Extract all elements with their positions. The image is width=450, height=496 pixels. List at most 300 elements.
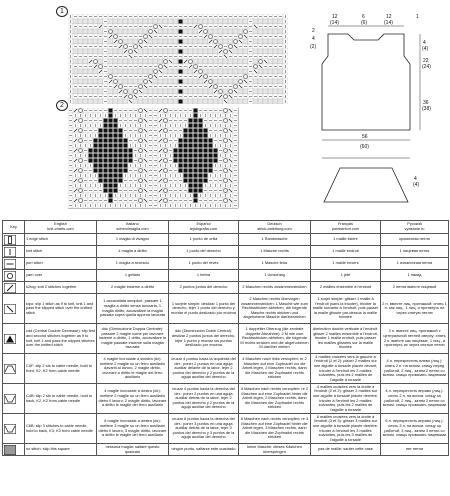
legend-cell: 6 Maschen nach rechts verzopfen: re 3 Maschen auf eine Zopfnadel hinter die Arbeit legen, 3 Maschen rechts, dann die Maschen der Zopfnadel rechts stricken (239, 414, 311, 444)
stitch-legend-table (2, 220, 449, 456)
chart-stitch-dark (114, 169, 118, 173)
chart-cell (193, 89, 198, 94)
chart-stitch-dark (179, 70, 183, 74)
chart-cell (78, 49, 83, 54)
chart-stitch-dark (204, 169, 208, 173)
chart-stitch-dark (104, 149, 108, 153)
chart-stitch-dark (209, 154, 213, 158)
chart-stitch-dark (109, 169, 113, 173)
chart-cell (253, 79, 258, 84)
chart-cell (163, 69, 168, 74)
chart-cell (208, 19, 213, 24)
chart-stitch-dark (209, 139, 213, 143)
armhole-cm: (4) (422, 46, 429, 52)
chart-cell (268, 99, 273, 104)
chart-cell (88, 19, 93, 24)
chart-cell (108, 59, 113, 64)
chart-cell (173, 69, 178, 74)
chart-stitch-dark (179, 149, 183, 153)
chart-cell (238, 19, 243, 24)
chart-cell (78, 39, 83, 44)
chart-cell (118, 59, 123, 64)
chart-cell (93, 19, 98, 24)
chart-cell (253, 59, 258, 64)
chart-cell (238, 69, 243, 74)
chart-cell (273, 19, 278, 24)
chart-stitch-dark (114, 159, 118, 163)
chart-cell (138, 19, 143, 24)
chart-cell (253, 99, 258, 104)
chart-cell (133, 19, 138, 24)
chart-stitch-dark (194, 149, 198, 153)
chart-stitch-dark (114, 184, 118, 188)
chart-cell (268, 39, 273, 44)
chart-cell (138, 69, 143, 74)
legend-header-1: English knit-charts.com (25, 221, 97, 234)
chart-cell (113, 19, 118, 24)
chart-stitch-dark (209, 149, 213, 153)
chart-stitch-dark (199, 134, 203, 138)
chart-cell (218, 29, 223, 34)
chart-stitch-dark (94, 154, 98, 158)
chart-cell (88, 29, 93, 34)
chart-cell (173, 79, 178, 84)
chart-cell (188, 89, 193, 94)
chart-cell (93, 69, 98, 74)
chart-cell (273, 29, 278, 34)
chart-cell (83, 89, 88, 94)
chart-cell (233, 79, 238, 84)
chart-cell (218, 79, 223, 84)
chart-cell (118, 99, 123, 104)
legend-cell: 1 изнаночная петля (381, 258, 449, 270)
chart-stitch-dark (194, 184, 198, 188)
legend-cell: 1 maglia a diritto (97, 246, 169, 258)
chart-stitch-dark (94, 159, 98, 163)
chart-cell (113, 29, 118, 34)
chart-cell (123, 79, 128, 84)
legend-cell: no stitch: skip this square (25, 444, 97, 456)
chart-cell (128, 69, 133, 74)
chart-stitch-dark (89, 159, 93, 163)
legend-symbol-cdd-icon (3, 324, 25, 354)
top-width-right: 12 (386, 14, 392, 20)
chart-cell (208, 69, 213, 74)
chart-cell (233, 99, 238, 104)
chart-cell (93, 89, 98, 94)
chart-stitch-dark (179, 60, 183, 64)
legend-header-row (3, 221, 449, 234)
chart-stitch-dark (189, 179, 193, 183)
chart-stitch-dark (104, 154, 108, 158)
legend-cell: 4 п. перекрестить влево (лиц.): снять 2 п. на вспом. спицу перед работой, 2 лиц., затем 2 петли со вспом. спицы провязать лицевыми (381, 354, 449, 384)
chart-cell (193, 49, 198, 54)
chart-cell (188, 29, 193, 34)
chart-stitch-dark (189, 144, 193, 148)
bottom-width-cm: (60) (360, 144, 369, 150)
legend-header-2: Italiano schemimaglia.com (97, 221, 169, 234)
chart-stitch-dark (104, 159, 108, 163)
legend-cell: k2tog: knit 2 stitches together (25, 282, 97, 294)
chart-stitch-dark (194, 129, 198, 133)
legend-cell: 2 mailles ensemble à l'endroit (311, 282, 381, 294)
chart-stitch-dark (199, 139, 203, 143)
chart-2-grid (68, 108, 268, 218)
chart-cell (118, 29, 123, 34)
chart-stitch-dark (204, 179, 208, 183)
chart-cell (168, 79, 173, 84)
chart-cell (83, 39, 88, 44)
chart-cell (98, 99, 103, 104)
legend-cell: 1 hebra (169, 270, 239, 282)
chart-stitch-dark (189, 164, 193, 168)
chart-stitch-dark (114, 189, 118, 193)
legend-row (3, 384, 449, 414)
chart-stitch-dark (104, 119, 108, 123)
chart-stitch-dark (184, 149, 188, 153)
chart-stitch-dark (129, 149, 133, 153)
chart-stitch-dark (194, 179, 198, 183)
legend-cell: yarn over (25, 270, 97, 282)
chart-cell (253, 29, 258, 34)
chart-cell (168, 29, 173, 34)
chart-cell (83, 69, 88, 74)
chart-cell (153, 19, 158, 24)
legend-cell: 1 maille endroit (311, 246, 381, 258)
chart-cell (98, 59, 103, 64)
chart-cell (268, 79, 273, 84)
chart-cell (228, 19, 233, 24)
chart-stitch-dark (109, 134, 113, 138)
chart-cell (213, 49, 218, 54)
chart-cell (113, 69, 118, 74)
legend-cell: 1 doppelter Überzug (die zentrale doppelte Abnahme): 2 M wie zum Rechtsstricken abheben, die folgende M rechts stricken und die abgehobenen M darüber ziehen (239, 324, 311, 354)
chart-stitch-dark (119, 179, 123, 183)
chart-stitch-dark (179, 139, 183, 143)
chart-cell (78, 29, 83, 34)
chart-cell (198, 89, 203, 94)
legend-row (3, 246, 449, 258)
chart-cell (198, 19, 203, 24)
chart-stitch-dark (194, 114, 198, 118)
chart-cell (243, 19, 248, 24)
legend-symbol-yo-icon (3, 270, 25, 282)
chart-cell (128, 59, 133, 64)
chart-cell (243, 59, 248, 64)
chart-cell (88, 69, 93, 74)
chart-stitch-dark (109, 164, 113, 168)
legend-cell: cruzar 4 puntos hacia la izquierda del der.: poner 2 puntos en una aguja auxiliar delante de la labor, tejer 2 puntos del derecho y 2 puntos de la aguja auxiliar del derecho (169, 354, 239, 384)
chart-stitch-dark (99, 174, 103, 178)
chart-cell (233, 19, 238, 24)
chart-stitch-dark (109, 144, 113, 148)
chart-cell (108, 19, 113, 24)
chart-cell (203, 39, 208, 44)
chart-cell (128, 79, 133, 84)
chart-stitch-dark (114, 174, 118, 178)
chart-cell (133, 59, 138, 64)
chart-stitch-dark (209, 169, 213, 173)
chart-stitch-dark (114, 144, 118, 148)
chart-stitch-dark (179, 164, 183, 168)
legend-cell: 1 maglia di vivagno (97, 234, 169, 246)
chart-cell (278, 69, 283, 74)
chart-1-grid (68, 14, 288, 104)
legend-cell: 1 Masche links (239, 258, 311, 270)
chart-cell (83, 29, 88, 34)
legend-cell: 1 punto del revés (169, 258, 239, 270)
chart-stitch-dark (204, 159, 208, 163)
chart-cell (268, 49, 273, 54)
chart-cell (208, 59, 213, 64)
legend-header-4: Deutsch strick-anleitung.com (239, 221, 311, 234)
chart-cell (143, 59, 148, 64)
chart-cell (133, 29, 138, 34)
chart-stitch-dark (114, 129, 118, 133)
chart-stitch-dark (119, 144, 123, 148)
chart-stitch-dark (189, 129, 193, 133)
legend-cell: 1 Masche rechts (239, 246, 311, 258)
chart-cell (183, 19, 188, 24)
chart-cell (163, 19, 168, 24)
legend-row (3, 270, 449, 282)
bottom-width: 56 (362, 134, 368, 140)
chart-cell (193, 29, 198, 34)
legend-cell: nessuna maglia: saltare questo quadrato (97, 444, 169, 456)
legend-cell: cdd (Central Double Decrease): slip first and second stitches together as if to knit, knit 1 and pass the slipped stitches over the knitted stitch (25, 324, 97, 354)
chart-cell (108, 39, 113, 44)
legend-cell: 1 punto del derecho (169, 246, 239, 258)
chart-cell (83, 79, 88, 84)
chart-cell (148, 89, 153, 94)
chart-stitch-dark (184, 134, 188, 138)
chart-cell (83, 99, 88, 104)
chart-cell (123, 99, 128, 104)
legend-cell: 4 mailles croisées vers la gauche à l'endroit (2 et 2): placer 2 mailles sur une aiguille à torsade placée devant, tricoter à l'endroit les 2 mailles suivantes, puis les 2 mailles de l'aiguille à torsade (311, 354, 381, 384)
chart-stitch-dark (99, 159, 103, 163)
chart-cell (193, 79, 198, 84)
chart-cell (138, 29, 143, 34)
chart-stitch-dark (199, 174, 203, 178)
chart-stitch-dark (124, 164, 128, 168)
chart-cell (118, 79, 123, 84)
chart-cell (188, 19, 193, 24)
legend-cell: 2 maglie insieme a diritto (97, 282, 169, 294)
legend-cell: diminution double verticale à l'endroit: glisser 2 mailles ensemble à l'endroit, tricoter 1 maille endroit, puis passer les mailles glissées sur la maille tricotée (311, 324, 381, 354)
legend-cell: 2 Maschen rechts zusammenstricken (239, 282, 311, 294)
chart-cell (223, 19, 228, 24)
legend-cell: 1 лицевая петля (381, 246, 449, 258)
chart-stitch-dark (109, 149, 113, 153)
chart-stitch-dark (99, 149, 103, 153)
chart-cell (233, 49, 238, 54)
chart-stitch-dark (104, 164, 108, 168)
chart-cell (238, 49, 243, 54)
chart-cell (208, 89, 213, 94)
chart-stitch-dark (94, 144, 98, 148)
left-mark-1: 2 (312, 28, 315, 34)
chart-stitch-dark (189, 189, 193, 193)
legend-row (3, 414, 449, 444)
legend-row (3, 234, 449, 246)
chart-cell (143, 69, 148, 74)
chart-cell (173, 29, 178, 34)
legend-header-6: Русский vyazanie.ru (381, 221, 449, 234)
chart-cell (203, 69, 208, 74)
chart-stitch-dark (104, 144, 108, 148)
chart-cell (93, 39, 98, 44)
chart-cell (83, 19, 88, 24)
chart-cell (118, 19, 123, 24)
chart-cell (268, 69, 273, 74)
chart-cell (233, 59, 238, 64)
chart-cell (128, 29, 133, 34)
chart-cell (188, 99, 193, 104)
chart-cell (208, 49, 213, 54)
chart-stitch-dark (104, 174, 108, 178)
chart-stitch-dark (114, 134, 118, 138)
chart-cell (123, 39, 128, 44)
chart-stitch-dark (99, 164, 103, 168)
legend-symbol-c6b-icon (3, 414, 25, 444)
chart-stitch-dark (99, 169, 103, 173)
chart-cell (218, 99, 223, 104)
chart-cell (278, 39, 283, 44)
legend-cell: 1 edge stitch (25, 234, 97, 246)
chart-cell (213, 29, 218, 34)
chart-cell (153, 89, 158, 94)
chart-cell (228, 79, 233, 84)
top-width-left-cm: (14) (330, 20, 339, 26)
chart-stitch-dark (199, 184, 203, 188)
chart-cell (148, 69, 153, 74)
chart-cell (198, 49, 203, 54)
chart-cell (203, 99, 208, 104)
legend-row (3, 282, 449, 294)
chart-cell (123, 29, 128, 34)
chart-cell (73, 59, 78, 64)
chart-stitch-dark (114, 164, 118, 168)
chart-cell (223, 39, 228, 44)
chart-stitch-dark (179, 50, 183, 54)
legend-symbol-nostitch-icon (3, 444, 25, 456)
chart-stitch-dark (104, 124, 108, 128)
chart-cell (278, 49, 283, 54)
chart-stitch-dark (189, 159, 193, 163)
legend-cell: 2 Maschen rechts überzogen zusammenstricken: 1 Masche wie zum Rechtsstricken abheben, die folgende Masche rechts stricken und abgehobene Masche darüberziehen (239, 294, 311, 324)
chart-stitch-dark (114, 149, 118, 153)
legend-cell: 1 Randmasche (239, 234, 311, 246)
chart-stitch-dark (174, 149, 178, 153)
chart-cell (273, 99, 278, 104)
chart-cell (273, 39, 278, 44)
chart-stitch-dark (189, 184, 193, 188)
chart-cell (238, 29, 243, 34)
chart-cell (273, 69, 278, 74)
chart-cell (78, 89, 83, 94)
chart-cell (163, 39, 168, 44)
legend-cell: ddc (Diminuzione Doppia Centrale): passare 2 maglie come per lavorare insieme a diritto, 1 dritto, accavallare le maglie passate insieme sulla maglia lavorata (97, 324, 169, 354)
chart-stitch-dark (194, 154, 198, 158)
chart-stitch-dark (114, 154, 118, 158)
chart-cell (183, 79, 188, 84)
chart-cell (188, 39, 193, 44)
chart-stitch-dark (119, 129, 123, 133)
chart-cell (128, 39, 133, 44)
chart-cell (163, 79, 168, 84)
chart-stitch-dark (124, 169, 128, 173)
chart-cell (98, 29, 103, 34)
legend-body (3, 234, 449, 456)
chart-cell (158, 39, 163, 44)
chart-cell (188, 69, 193, 74)
rib-cm: (4) (413, 182, 420, 188)
chart-cell (168, 69, 173, 74)
chart-cell (173, 19, 178, 24)
chart-stitch-dark (104, 129, 108, 133)
chart-cell (203, 19, 208, 24)
chart-cell (183, 99, 188, 104)
chart-cell (78, 19, 83, 24)
chart-cell (73, 49, 78, 54)
chart-cell (273, 49, 278, 54)
chart-cell (258, 79, 263, 84)
chart-cell (238, 59, 243, 64)
legend-cell: 4 п. перекрестить вправо (лиц.): снять 2 п. на вспом. спицу за работой, 2 лиц., затем 2 петли со вспом. спицы провязать лицевыми (381, 384, 449, 414)
chart-cell (258, 49, 263, 54)
chart-stitch-dark (109, 159, 113, 163)
chart-cell (73, 19, 78, 24)
legend-cell: 3 п. вместе лиц. протяжкой с центральной петлей сверху: снять 2 п. вместе как лицевые, 1 лиц., и протянуть их через снятые петли (381, 324, 449, 354)
chart-stitch-dark (104, 179, 108, 183)
chart-cell (258, 99, 263, 104)
chart-stitch-dark (179, 30, 183, 34)
legend-symbol-purl-icon (3, 258, 25, 270)
legend-cell: C6B: slip 3 stitches to cable needle, hold to back, K3, K3 from cable needle (25, 414, 97, 444)
chart-stitch-dark (194, 174, 198, 178)
chart-stitch-dark (214, 149, 218, 153)
chart-cell (158, 99, 163, 104)
chart-cell (133, 99, 138, 104)
chart-stitch-dark (124, 144, 128, 148)
legend-cell: keine Masche, dieses Kästchen überspringen (239, 444, 311, 456)
chart-cell (218, 69, 223, 74)
chart-cell (93, 49, 98, 54)
chart-cell (238, 99, 243, 104)
legend-cell: 4 mailles croisées vers la droite à l'endroit (2 et 2): glisser 2 mailles sur une aiguille à torsade placée derrière, tricoter à l'endroit les 2 mailles suivantes, puis les 2 mailles de l'aiguille à torsade (311, 384, 381, 414)
chart-cell (193, 99, 198, 104)
chart-cell (233, 69, 238, 74)
chart-cell (183, 39, 188, 44)
chart-cell (253, 89, 258, 94)
chart-cell (113, 49, 118, 54)
chart-cell (128, 89, 133, 94)
chart-cell (168, 19, 173, 24)
chart-cell (228, 39, 233, 44)
legend-cell: ddc (Disminución Doble Central): deslizar 2 puntos juntos del derecho, tejer 1 punto y montar los puntos deslizado por encima (169, 324, 239, 354)
chart-cell (138, 79, 143, 84)
chart-stitch-dark (209, 144, 213, 148)
chart-stitch-dark (179, 40, 183, 44)
legend-cell: 6 maglie incrociate a destra (dx): mettere 3 maglie su un ferro ausiliario dietro il lavoro, 3 maglie diritto, lavorare a diritto le maglie del ferro ausiliario (97, 414, 169, 444)
chart-stitch-dark (109, 109, 113, 113)
chart-cell (208, 99, 213, 104)
legend-row (3, 294, 449, 324)
legend-cell: 1 maglia a rovescio (97, 258, 169, 270)
chart-stitch-dark (179, 90, 183, 94)
chart-cell (263, 69, 268, 74)
chart-stitch-dark (199, 149, 203, 153)
